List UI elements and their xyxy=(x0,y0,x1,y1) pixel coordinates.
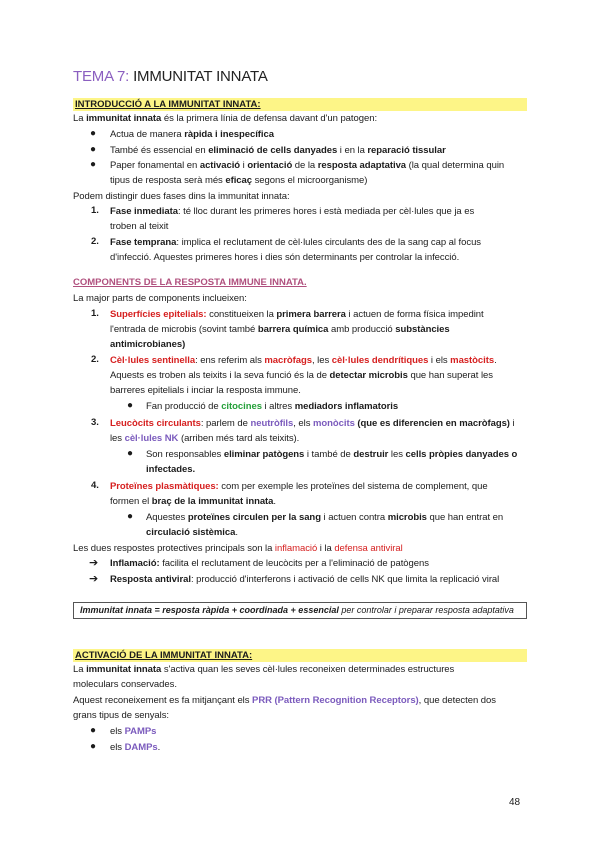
activation-line-1: La immunitat innata s'activa quan les seves cèl·lules reconeixen determinades estructures xyxy=(73,664,455,675)
component-3-number: 3. xyxy=(91,417,99,428)
component-4-number: 4. xyxy=(91,480,99,491)
component-1-number: 1. xyxy=(91,308,99,319)
summary-box: Immunitat innata = resposta ràpida + coordinada + essencial per controlar i preparar resposta adaptativa xyxy=(73,602,527,619)
intro-header: INTRODUCCIÓ A LA IMMUNITAT INNATA: xyxy=(75,99,261,110)
intro-bullet-3-cont: tipus de resposta serà més eficaç segons el microorganisme) xyxy=(110,175,368,186)
component-4-cont: formen el braç de la immunitat innata. xyxy=(110,496,276,507)
components-header: COMPONENTS DE LA RESPOSTA IMMUNE INNATA. xyxy=(73,277,307,288)
response-inflammation: Inflamació: facilita el reclutament de leucòcits per a l'eliminació de patògens xyxy=(110,558,429,569)
title-number: TEMA 7: xyxy=(73,68,130,85)
bullet-icon: ● xyxy=(127,511,134,522)
bullet-icon: ● xyxy=(90,128,97,139)
component-1-cont2: antimicrobianes) xyxy=(110,339,186,350)
component-3-cont: les cèl·lules NK (arriben més tard als teixits). xyxy=(110,433,300,444)
component-4-sub-cont: circulació sistèmica. xyxy=(146,527,238,538)
phase-1: Fase inmediata: té lloc durant les primeres hores i està mediada per cèl·lules que ja es xyxy=(110,206,475,217)
intro-bullet-2: També és essencial en eliminació de cells danyades i en la reparació tissular xyxy=(110,145,446,156)
arrow-icon: ➔ xyxy=(89,573,99,585)
phases-intro: Podem distingir dues fases dins la immunitat innata: xyxy=(73,191,290,202)
response-antiviral: Resposta antiviral: producció d'interferons i activació de cells NK que limita la replicació viral xyxy=(110,574,500,585)
signal-damps: els DAMPs. xyxy=(110,742,161,753)
activation-line-3: Aquest reconeixement es fa mitjançant els PRR (Pattern Recognition Receptors), que detecten dos xyxy=(73,695,496,706)
components-intro: La major parts de components inclueixen: xyxy=(73,293,247,304)
component-2-cont2: barreres epitelials i inciar la resposta immune. xyxy=(110,385,301,396)
component-2-cont: Aquests es troben als teixits i la seva funció és la de detectar microbis que han superat les xyxy=(110,370,493,381)
component-1: Superfícies epitelials: constitueixen la primera barrera i actuen de forma física impedint xyxy=(110,309,484,320)
intro-bullet-1: Actua de manera ràpida i inespecífica xyxy=(110,129,274,140)
intro-bullet-3: Paper fonamental en activació i orientació de la resposta adaptativa (la qual determina quin xyxy=(110,160,505,171)
component-4: Proteïnes plasmàtiques: com per exemple les proteïnes del sistema de complement, que xyxy=(110,481,488,492)
component-3: Leucòcits circulants: parlem de neutròfils, els monòcits (que es diferencien en macròfags) i xyxy=(110,418,515,429)
bullet-icon: ● xyxy=(90,725,97,736)
component-3-sub-cont: infectades. xyxy=(146,464,196,475)
phase-1-cont: troben al teixit xyxy=(110,221,169,232)
phase-1-number: 1. xyxy=(91,205,99,216)
activation-line-2: moleculars conservades. xyxy=(73,679,177,690)
signal-pamps: els PAMPs xyxy=(110,726,157,737)
bullet-icon: ● xyxy=(90,144,97,155)
page-title xyxy=(73,68,268,85)
component-2: Cèl·lules sentinella: ens referim als macròfags, les cèl·lules dendrítiques i els mastòcits. xyxy=(110,355,497,366)
activation-line-4: grans tipus de senyals: xyxy=(73,710,170,721)
phase-2-cont: d'infecció. Aquestes primeres hores i dies són determinants per controlar la infecció. xyxy=(110,252,460,263)
component-4-sub: Aquestes proteïnes circulen per la sang i actuen contra microbis que han entrat en xyxy=(146,512,504,523)
activation-header: ACTIVACIÓ DE LA IMMUNITAT INNATA: xyxy=(75,650,253,661)
phase-2-number: 2. xyxy=(91,236,99,247)
title-text: IMMUNITAT INNATA xyxy=(133,68,268,85)
bullet-icon: ● xyxy=(127,400,134,411)
intro-definition: La immunitat innata és la primera línia de defensa davant d'un patogen: xyxy=(73,113,378,124)
arrow-icon: ➔ xyxy=(89,557,99,569)
bullet-icon: ● xyxy=(90,159,97,170)
component-3-sub: Son responsables eliminar patògens i també de destruir les cells pròpies danyades o xyxy=(146,449,518,460)
bullet-icon: ● xyxy=(127,448,134,459)
component-2-sub: Fan producció de citocines i altres mediadors inflamatoris xyxy=(146,401,399,412)
responses-intro: Les dues respostes protectives principals son la inflamació i la defensa antiviral xyxy=(73,543,403,554)
component-1-cont: l'entrada de microbis (sovint també barrera química amb producció substàncies xyxy=(110,324,450,335)
page-number: 48 xyxy=(509,797,521,808)
bullet-icon: ● xyxy=(90,741,97,752)
component-2-number: 2. xyxy=(91,354,99,365)
phase-2: Fase temprana: implica el reclutament de cèl·lules circulants des de la sang cap al focus xyxy=(110,237,481,248)
